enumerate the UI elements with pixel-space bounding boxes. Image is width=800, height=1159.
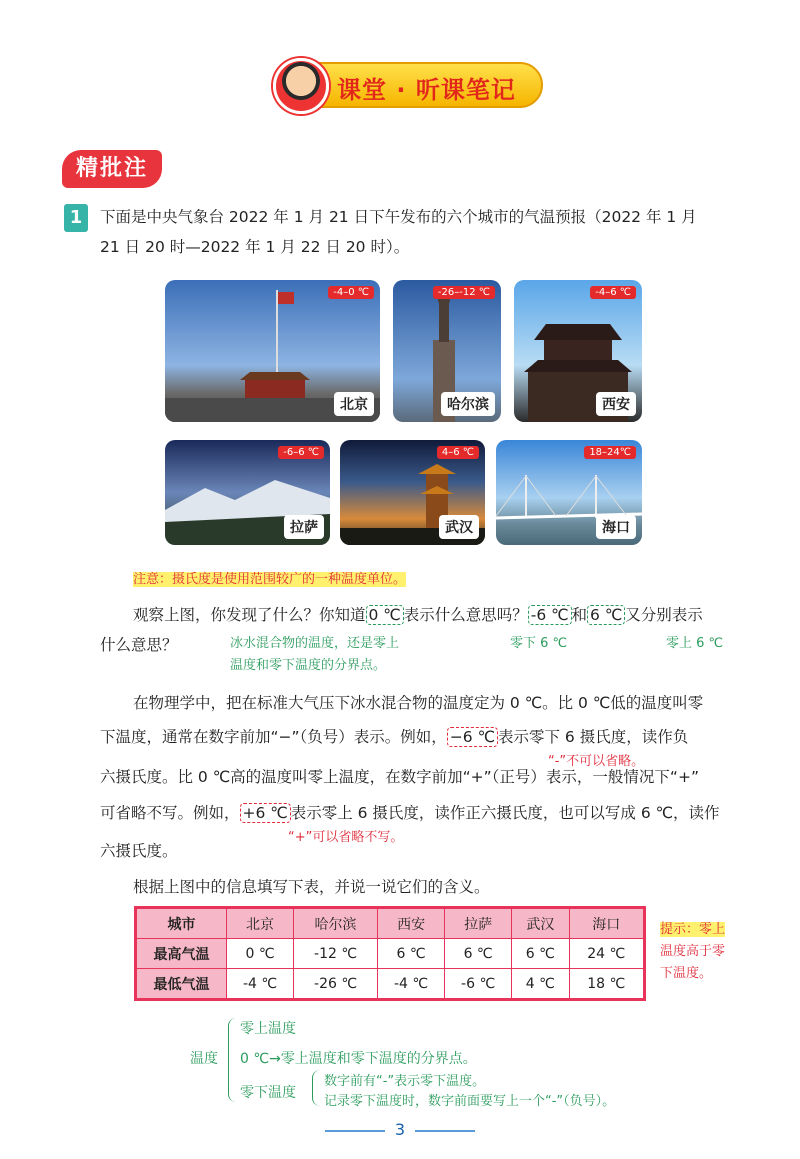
- student-avatar-icon: [273, 58, 329, 114]
- physics-line3: 六摄氏度。比 0 ℃高的温度叫零上温度，在数字前加“+”（正号）表示，一般情况下“+”: [100, 768, 699, 786]
- observe-line1: 观察上图，你发现了什么？你知道 0 ℃ 表示什么意思吗？ -6 ℃ 和 6 ℃ 又分别表示: [133, 606, 703, 624]
- city-label: 武汉: [439, 515, 479, 539]
- hand-note-minus: “-”不可以省略。: [548, 754, 645, 769]
- tip-line3: 下温度。: [660, 966, 713, 981]
- table-cell: 4 ℃: [512, 969, 569, 999]
- temperature-table: [136, 908, 644, 999]
- table-row-label: 最高气温: [137, 939, 227, 969]
- temp-badge: 18–24℃: [584, 446, 636, 459]
- tip-line1: 提示：零上: [660, 922, 726, 937]
- summary-zero: 0 ℃→零上温度和零下温度的分界点。: [240, 1051, 477, 1067]
- footer-rule: [415, 1130, 475, 1132]
- summary-below: 零下温度: [240, 1085, 296, 1101]
- table-header-cell: 西安: [378, 909, 445, 939]
- table-cell: -12 ℃: [294, 939, 378, 969]
- page-title: 课堂 · 听课笔记: [337, 76, 516, 104]
- table-header-cell: 海口: [569, 909, 643, 939]
- temp-badge: -4–6 ℃: [590, 286, 636, 299]
- photo-haikou: [496, 440, 642, 545]
- photo-lhasa: [165, 440, 330, 545]
- temp-badge: 4–6 ℃: [437, 446, 479, 459]
- question-line1: 下面是中央气象台 2022 年 1 月 21 日下午发布的六个城市的气温预报（2022 年 1 月: [100, 208, 697, 226]
- table-cell: -26 ℃: [294, 969, 378, 999]
- question-number: 1: [64, 204, 88, 232]
- photo-wuhan: [340, 440, 485, 545]
- header-banner: [275, 62, 543, 108]
- summary-below-a: 数字前有“-”表示零下温度。: [324, 1074, 486, 1089]
- hand-note-zero-a: 冰水混合物的温度，还是零上: [230, 636, 400, 651]
- pos6-box: 6 ℃: [587, 605, 625, 625]
- summary-above: 零上温度: [240, 1021, 296, 1037]
- table-cell: 24 ℃: [569, 939, 643, 969]
- page-number: 3: [394, 1120, 406, 1139]
- section-tag: 精批注: [62, 150, 162, 188]
- footer-rule: [325, 1130, 385, 1132]
- hand-note-plus: “+”可以省略不写。: [288, 830, 404, 845]
- table-header-cell: 城市: [137, 909, 227, 939]
- table-cell: 18 ℃: [569, 969, 643, 999]
- table-cell: 6 ℃: [378, 939, 445, 969]
- table-cell: -6 ℃: [445, 969, 512, 999]
- city-label: 海口: [596, 515, 636, 539]
- summary-below-b: 记录零下温度时，数字前面要写上一个“-”（负号）。: [324, 1094, 616, 1109]
- summary-brace-below: [312, 1070, 320, 1106]
- table-header-cell: 北京: [227, 909, 294, 939]
- table-header-cell: 武汉: [512, 909, 569, 939]
- table-header-cell: 拉萨: [445, 909, 512, 939]
- pos6-example-box: +6 ℃: [240, 803, 291, 823]
- question-line2: 21 日 20 时—2022 年 1 月 22 日 20 时）。: [100, 238, 410, 256]
- photo-beijing: [165, 280, 380, 422]
- neg6-box: -6 ℃: [528, 605, 572, 625]
- hand-note-neg6: 零下 6 ℃: [510, 636, 568, 651]
- photo-harbin: [393, 280, 501, 422]
- city-label: 北京: [334, 392, 374, 416]
- temp-badge: -26–-12 ℃: [433, 286, 495, 299]
- physics-line5: 六摄氏度。: [100, 842, 178, 860]
- physics-line1: 在物理学中，把在标准大气压下冰水混合物的温度定为 0 ℃。比 0 ℃低的温度叫零: [133, 694, 704, 712]
- summary-root: 温度: [190, 1051, 218, 1067]
- physics-line2: 下温度，通常在数字前加“−”（负号）表示。例如， −6 ℃ 表示零下 6 摄氏度，读作负: [100, 728, 689, 746]
- hand-note-pos6: 零上 6 ℃: [666, 636, 724, 651]
- tip-line2: 温度高于零: [660, 944, 726, 959]
- table-row-label: 最低气温: [137, 969, 227, 999]
- table-cell: 6 ℃: [445, 939, 512, 969]
- observe-line2: 什么意思？: [100, 636, 178, 654]
- city-label: 哈尔滨: [441, 392, 495, 416]
- page-footer: [0, 1120, 800, 1139]
- table-cell: 6 ℃: [512, 939, 569, 969]
- city-label: 西安: [596, 392, 636, 416]
- temp-badge: -6–6 ℃: [278, 446, 324, 459]
- photo-xian: [514, 280, 642, 422]
- table-cell: -4 ℃: [378, 969, 445, 999]
- city-label: 拉萨: [284, 515, 324, 539]
- hand-note-zero-b: 温度和零下温度的分界点。: [230, 658, 387, 673]
- table-row: [137, 939, 644, 969]
- table-header-row: [137, 909, 644, 939]
- table-cell: 0 ℃: [227, 939, 294, 969]
- table-intro: 根据上图中的信息填写下表，并说一说它们的含义。: [133, 878, 490, 896]
- zero-degree-box: 0 ℃: [366, 605, 404, 625]
- physics-line4: 可省略不写。例如， +6 ℃ 表示零上 6 摄氏度，读作正六摄氏度，也可以写成 6 ℃，读作: [100, 804, 720, 822]
- summary-brace: [228, 1018, 238, 1102]
- table-header-cell: 哈尔滨: [294, 909, 378, 939]
- table-row: [137, 969, 644, 999]
- temp-badge: -4–0 ℃: [328, 286, 374, 299]
- neg6-example-box: −6 ℃: [447, 727, 498, 747]
- attention-note: 注意：摄氏度是使用范围较广的一种温度单位。: [133, 572, 407, 587]
- table-cell: -4 ℃: [227, 969, 294, 999]
